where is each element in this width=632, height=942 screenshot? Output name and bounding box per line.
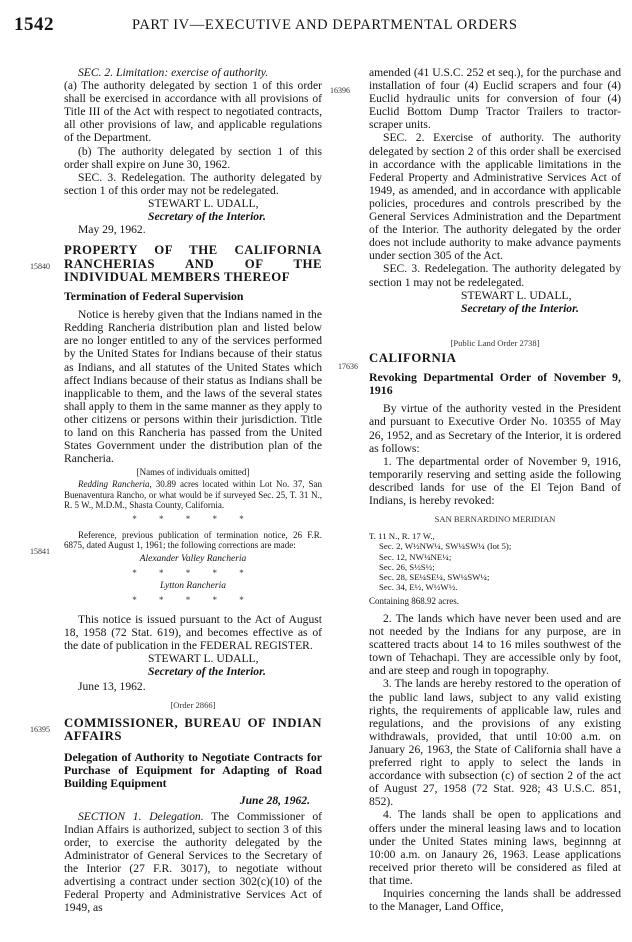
paragraph: amended (41 U.S.C. 252 et seq.), for the purchase and installation of four (4) Euclid scrapers and four (4) Euclid hydraulic units for conversion of four (4) Euclid Bottom Dump Tractor Trailers to tractor-scraper units. xyxy=(369,66,621,132)
section-title: COMMISSIONER, BUREAU OF INDIAN AFFAIRS xyxy=(64,715,322,743)
margin-note: 15840 xyxy=(30,262,50,271)
land-text: 30.89 acres located within Lot No. 37, San Buenaventura Rancho, or what would be if surveyed Sec. 25, T. 31 N., R. 5 W., M.D.M., Shasta County, California. xyxy=(64,478,323,511)
page-header xyxy=(14,14,618,38)
left-column xyxy=(64,66,322,914)
running-head: PART IV—EXECUTIVE AND DEPARTMENTAL ORDERS xyxy=(132,17,518,33)
rancheria-name: Lytton Rancheria xyxy=(160,580,226,591)
reference-note: Reference, previous publication of termination notice, 26 F.R. 6875, dated August 1, 1961; the following corrections are made: xyxy=(64,529,322,551)
section-subtitle: Delegation of Authority to Negotiate Contracts for Purchase of Equipment for Adapting of Road Building Equipment xyxy=(64,750,322,791)
survey-line: Sec. 34, E½, W½W½. xyxy=(379,582,458,593)
survey-line: Sec. 2, W½NW¼, SW¼SW¼ (lot 5); xyxy=(379,541,512,552)
page-number: 1542 xyxy=(14,14,54,35)
state-title: CALIFORNIA xyxy=(369,350,457,365)
section-subtitle: Termination of Federal Supervision xyxy=(64,289,244,304)
paragraph xyxy=(64,810,322,915)
margin-note: 16395 xyxy=(30,725,50,734)
survey-line: Sec. 26, S½S½; xyxy=(379,561,435,572)
public-land-order-number: [Public Land Order 2738] xyxy=(450,337,540,348)
paragraph: SEC. 2. Exercise of authority. The authority delegated by section 2 of this order shall be exercised in accordance with the applicable limitations in the Federal Property and Administrative Services Act of 1949, as amended, and in accordance with applicable policies, procedures and controls prescribed by the General Services Administration and the Department of the Interior. The authority delegated by the order does not include authority to make advance payments under section 305 of the Act. xyxy=(369,131,621,263)
signature-title: Secretary of the Interior. xyxy=(461,301,579,315)
margin-note: 16396 xyxy=(330,86,350,95)
editorial-note: [Names of individuals omitted] xyxy=(136,467,250,478)
paragraph: By virtue of the authority vested in the President and pursuant to Executive Order No. 10355 of May 26, 1952, and as Secretary of the Interior, it is ordered as follows: xyxy=(369,402,621,455)
paragraph-text: The Commissioner of Indian Affairs is authorized, subject to section 3 of this order, to exercise the authority delegated by the Administrator of General Services to the Secretary of the Interior (27 F.R. 3017), to negotiate without advertising a contract under section 302(c)(10) of the Federal Property and Administrative Services Act of 1949, as xyxy=(64,809,322,915)
margin-note: 17636 xyxy=(338,362,358,371)
section-subtitle: Revoking Departmental Order of November 9, 1916 xyxy=(369,370,621,398)
paragraph: SEC. 3. Redelegation. The authority delegated by section 1 of this order may not be redelegated. xyxy=(64,170,322,197)
survey-description xyxy=(369,531,621,592)
paragraph: This notice is issued pursuant to the Act of August 18, 1958 (72 Stat. 619), and becomes effective as of the date of publication in the FEDERAL REGISTER. xyxy=(64,612,322,653)
order-date: June 28, 1962. xyxy=(239,794,310,808)
paragraph: Notice is hereby given that the Indians named in the Redding Rancheria distribution plan and listed below are no longer entitled to any of the services performed by the United States for Indians because of their status as Indians, and all statutes of the United States which affect Indians because of their status as Indians shall be inapplicable to them, and the laws of the several states shall apply to them in the same manner as they apply to other citizens or persons within their jurisdiction. Title to land on this Rancheria has passed from the United States Government under the distribution plan of the Rancheria. xyxy=(64,308,322,466)
rancheria-name: Alexander Valley Rancheria xyxy=(139,553,247,564)
survey-line: Sec. 28, SE¼SE¼, SW¼SW¼; xyxy=(379,572,490,583)
survey-line: T. 11 N., R. 17 W., xyxy=(369,531,435,542)
paragraph: (a) The authority delegated by section 1 of this order shall be exercised in accordance with all provisions of Title III of the Act with respect to negotiated contracts, all other provisions of law, and applicable regulations of the Department. xyxy=(64,79,322,145)
acreage: Containing 868.92 acres. xyxy=(369,596,459,607)
order-date: May 29, 1962. xyxy=(78,223,146,237)
signature-name: STEWART L. UDALL, xyxy=(148,652,259,666)
paragraph: 2. The lands which have never been used and are not needed by the Indians for any purpose, are in scattered tracts about 14 to 16 miles southwest of the town of Tehachapi. They are accessible only by foot, and are steep and rough in topography. xyxy=(369,612,621,678)
right-column xyxy=(369,66,621,913)
land-description xyxy=(64,479,322,511)
ellipsis-stars: * * * * * xyxy=(132,594,254,605)
order-date: June 13, 1962. xyxy=(78,680,146,694)
survey-line: Sec. 12, NW¼NE¼; xyxy=(379,551,452,562)
ellipsis-stars: * * * * * xyxy=(132,513,254,524)
section-heading: SECTION 1. Delegation. xyxy=(78,809,204,823)
paragraph: SEC. 3. Redelegation. The authority delegated by section 1 may not be redelegated. xyxy=(369,262,621,289)
signature-title: Secretary of the Interior. xyxy=(148,665,266,679)
signature-name: STEWART L. UDALL, xyxy=(148,196,259,210)
paragraph: 1. The departmental order of November 9, 1916, temporarily reserving and setting aside the following described lands for use of the El Tejon Band of Indians, is hereby revoked: xyxy=(369,454,621,508)
paragraph: (b) The authority delegated by section 1 of this order shall expire on June 30, 1962. xyxy=(64,144,322,171)
paragraph: Inquiries concerning the lands shall be addressed to the Manager, Land Office, xyxy=(369,886,621,914)
meridian-heading: SAN BERNARDINO MERIDIAN xyxy=(434,514,556,525)
order-number: [Order 2866] xyxy=(170,700,216,711)
section-heading: SEC. 2. Limitation: exercise of authority. xyxy=(78,66,269,79)
margin-note: 15841 xyxy=(30,547,50,556)
rancheria-name: Redding Rancheria, xyxy=(78,478,152,489)
section-title: PROPERTY OF THE CALIFORNIA RANCHERIAS AND OF THE INDIVIDUAL MEMBERS THEREOF xyxy=(64,243,322,284)
signature-name: STEWART L. UDALL, xyxy=(461,288,572,302)
paragraph: 3. The lands are hereby restored to the operation of the public land laws, subject to any valid existing rights, the requirements of applicable law, rules and regulations, and the provisions of any existing withdrawals, provided, that until 10:00 a.m. on January 26, 1963, the State of California shall have a preferred right to apply to select the lands in accordance with subsection (c) of section 2 of the act of August 27, 1958 (72 Stat. 928; 43 U.S.C. 851, 852). xyxy=(369,677,621,809)
paragraph: 4. The lands shall be open to applications and offers under the mineral leasing laws and to location under the United States mining laws, beginnng at 10:00 a.m. on Janaury 26, 1963. Lease applications received prior thereto will be considered as filed at that time. xyxy=(369,808,621,887)
ellipsis-stars: * * * * * xyxy=(132,567,254,578)
signature-title: Secretary of the Interior. xyxy=(148,210,266,224)
